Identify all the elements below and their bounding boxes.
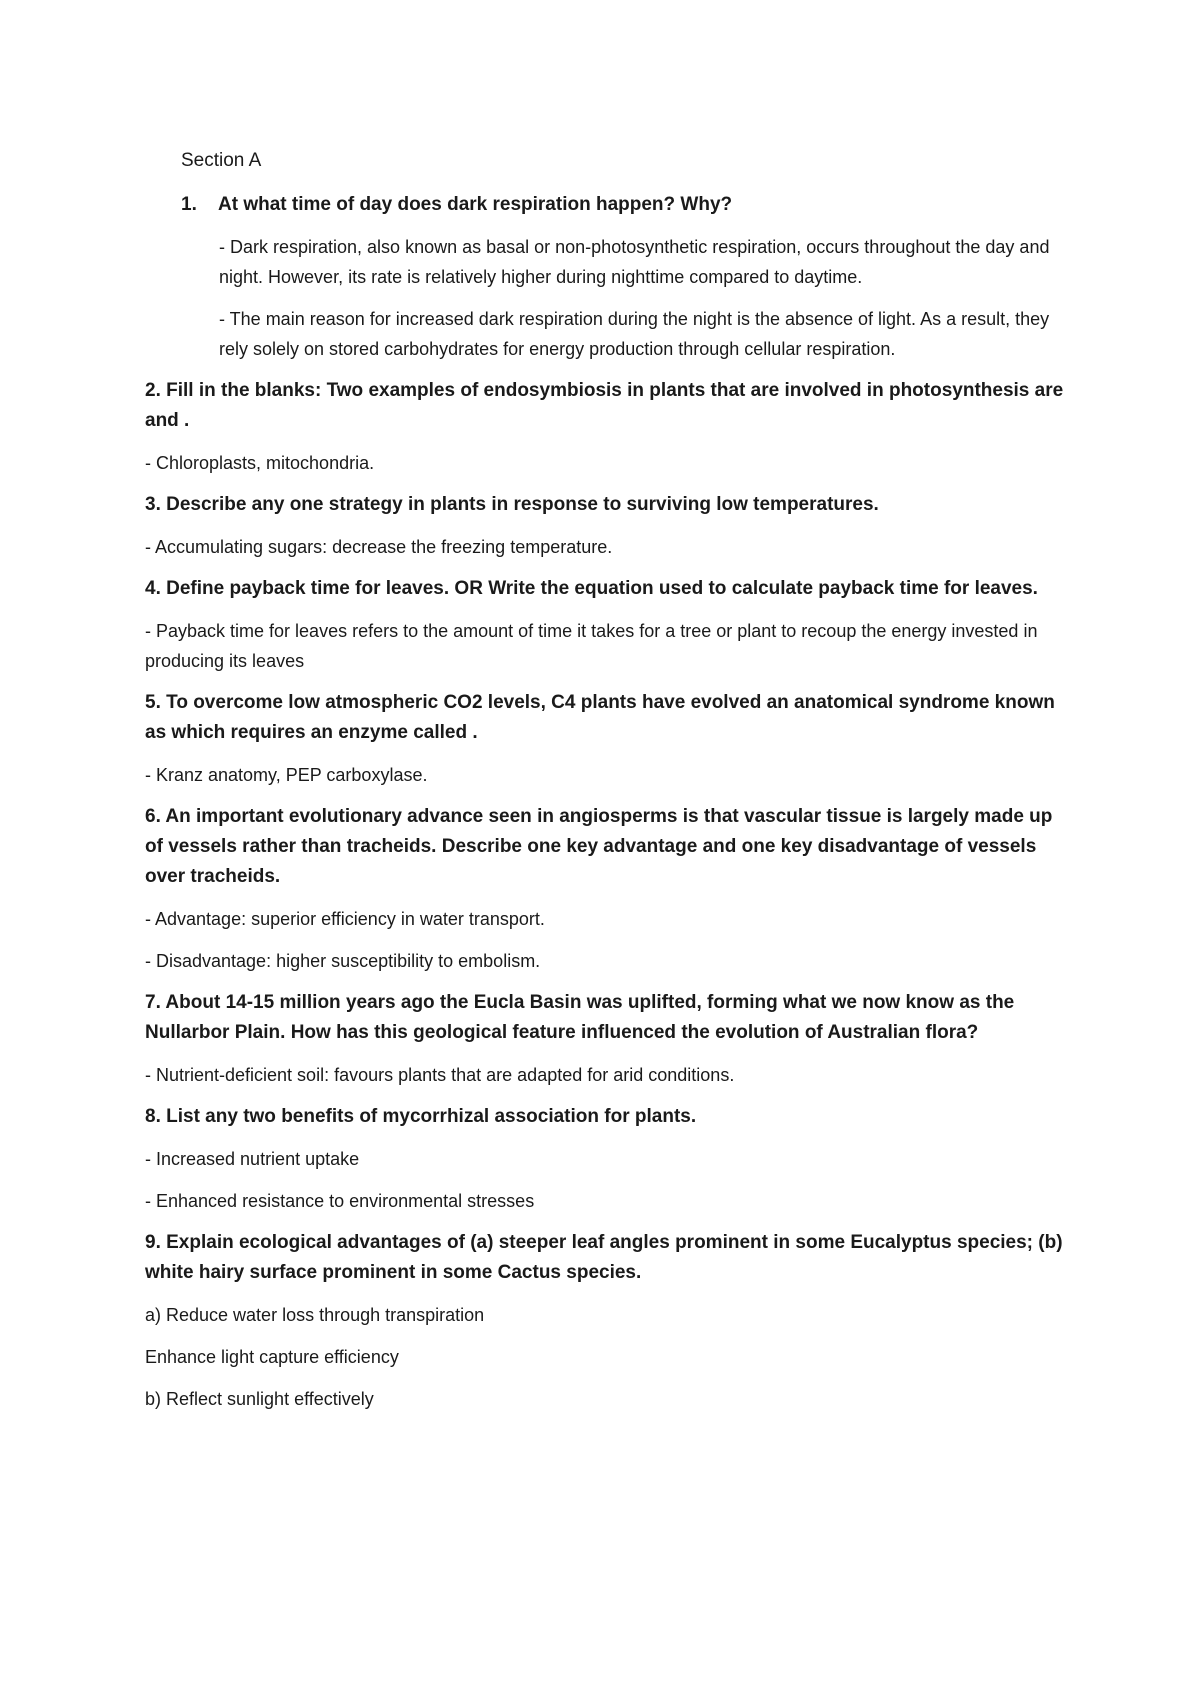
- answer-8-1: - Increased nutrient uptake: [145, 1149, 360, 1169]
- document-content: [145, 146, 1065, 1426]
- question-1-number: 1.: [181, 194, 197, 215]
- question-1: [181, 190, 1065, 220]
- section-title: Section A: [181, 150, 262, 171]
- answer-1-1: - Dark respiration, also known as basal or non-photosynthetic respiration, occurs throughout the day and night. However, its rate is relatively higher during nighttime compared to daytime.: [219, 237, 1050, 287]
- question-5: 5. To overcome low atmospheric CO2 levels, C4 plants have evolved an anatomical syndrome known as which requires an enzyme called .: [145, 692, 1055, 743]
- answer-6-2: - Disadvantage: higher susceptibility to embolism.: [145, 951, 541, 971]
- answer-8-2: - Enhanced resistance to environmental stresses: [145, 1191, 535, 1211]
- question-7: 7. About 14-15 million years ago the Eucla Basin was uplifted, forming what we now know as the Nullarbor Plain. How has this geological feature influenced the evolution of Australian flora?: [145, 992, 1015, 1043]
- question-6: 6. An important evolutionary advance seen in angiosperms is that vascular tissue is largely made up of vessels rather than tracheids. Describe one key advantage and one key disadvantage of vessels over tracheids.: [145, 806, 1053, 887]
- question-9: 9. Explain ecological advantages of (a) steeper leaf angles prominent in some Eucalyptus species; (b) white hairy surface prominent in some Cactus species.: [145, 1232, 1063, 1283]
- question-2: 2. Fill in the blanks: Two examples of endosymbiosis in plants that are involved in photosynthesis are and .: [145, 380, 1064, 431]
- answer-9-2: Enhance light capture efficiency: [145, 1347, 399, 1367]
- answer-9-1: a) Reduce water loss through transpiration: [145, 1305, 485, 1325]
- question-8: 8. List any two benefits of mycorrhizal association for plants.: [145, 1106, 697, 1127]
- answer-3-1: - Accumulating sugars: decrease the freezing temperature.: [145, 537, 613, 557]
- question-3: 3. Describe any one strategy in plants in response to surviving low temperatures.: [145, 494, 879, 515]
- answer-4-1: - Payback time for leaves refers to the amount of time it takes for a tree or plant to recoup the energy invested in producing its leaves: [145, 621, 1038, 671]
- answer-2-1: - Chloroplasts, mitochondria.: [145, 453, 375, 473]
- answer-1-2: - The main reason for increased dark respiration during the night is the absence of light. As a result, they rely solely on stored carbohydrates for energy production through cellular respiration.: [219, 309, 1050, 359]
- answer-9-3: b) Reflect sunlight effectively: [145, 1389, 374, 1409]
- question-4: 4. Define payback time for leaves. OR Write the equation used to calculate payback time for leaves.: [145, 578, 1038, 599]
- answer-6-1: - Advantage: superior efficiency in water transport.: [145, 909, 545, 929]
- question-1-text: At what time of day does dark respiration happen? Why?: [218, 194, 733, 215]
- question-1-answers: [182, 232, 1065, 364]
- answer-5-1: - Kranz anatomy, PEP carboxylase.: [145, 765, 428, 785]
- answer-7-1: - Nutrient-deficient soil: favours plants that are adapted for arid conditions.: [145, 1065, 735, 1085]
